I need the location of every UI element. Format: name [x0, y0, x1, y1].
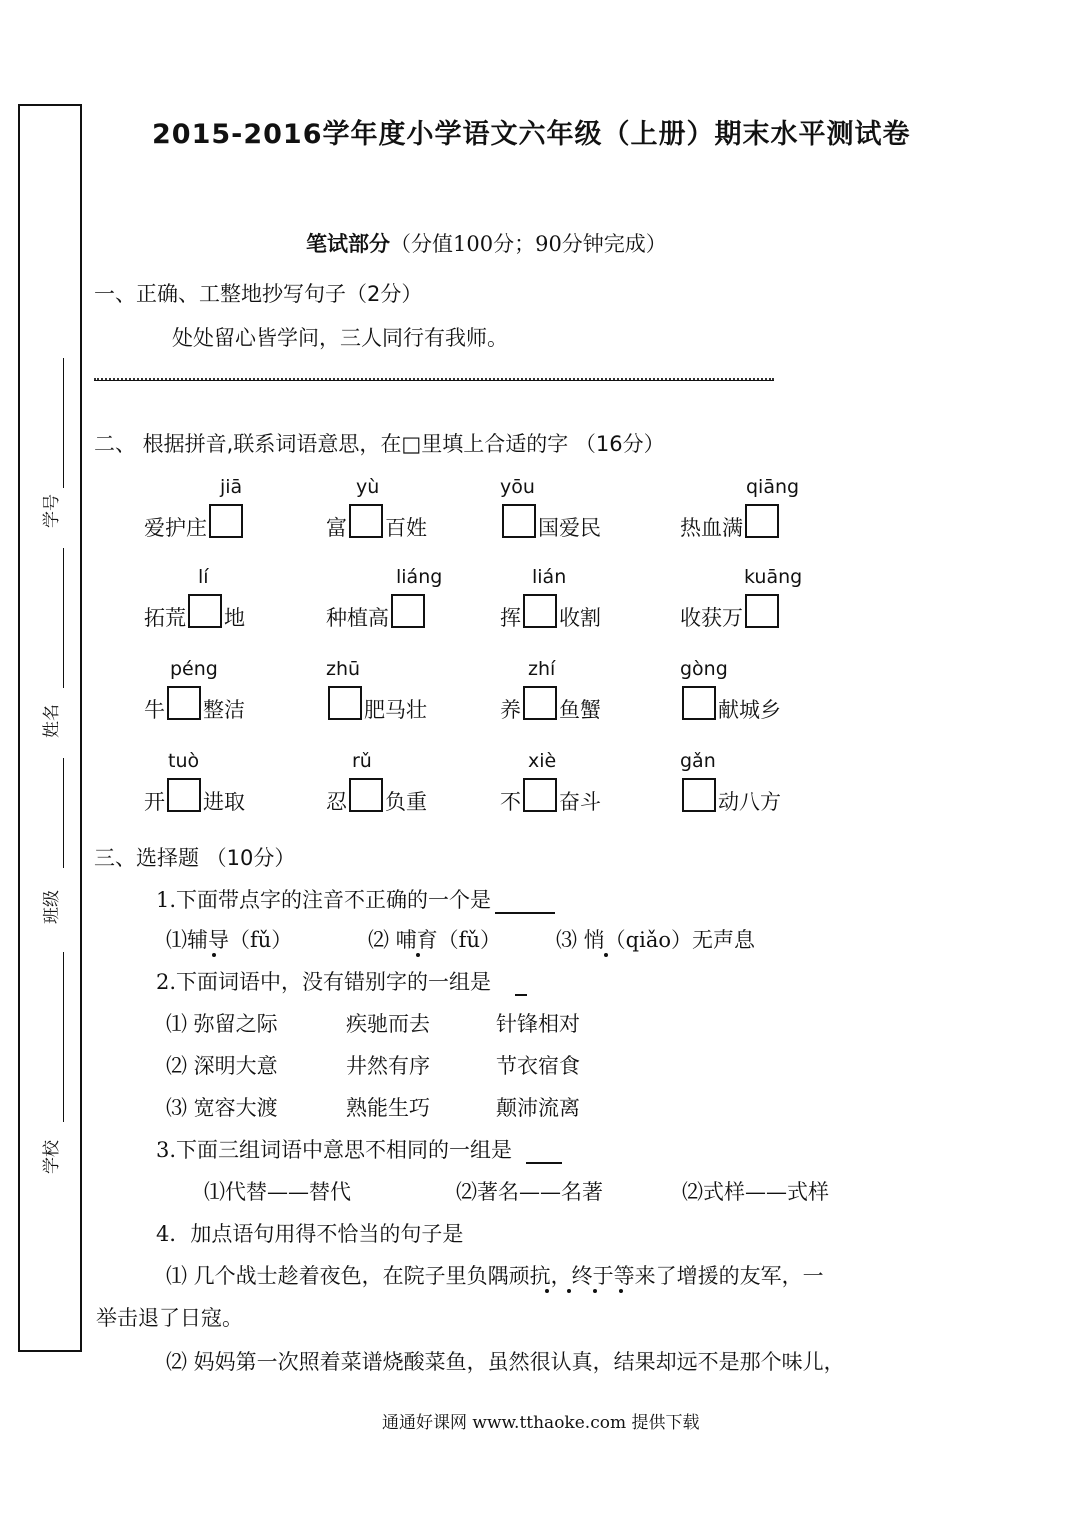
- answer-box[interactable]: [745, 594, 779, 628]
- pinyin-item: [680, 594, 781, 632]
- section1-heading: 一、正确、工整地抄写句子（2分）: [94, 282, 423, 306]
- pinyin-label: qiāng: [746, 476, 800, 498]
- pinyin-item: [500, 504, 601, 542]
- word-suffix: 肥马壮: [364, 698, 427, 722]
- q2: [156, 966, 527, 996]
- answer-box[interactable]: [349, 504, 383, 538]
- pinyin-item: [326, 594, 427, 632]
- copy-writing-line[interactable]: [94, 378, 774, 380]
- class-label: 班级: [42, 890, 62, 924]
- pinyin-label: zhū: [326, 658, 361, 680]
- school-fill-line: [63, 952, 64, 1122]
- pinyin-item: [500, 778, 601, 816]
- pinyin-item: [144, 594, 245, 632]
- answer-box[interactable]: [349, 778, 383, 812]
- answer-box[interactable]: [502, 504, 536, 538]
- answer-box[interactable]: [682, 686, 716, 720]
- pinyin-label: kuāng: [744, 566, 803, 588]
- q2-text: 2.下面词语中，没有错别字的一组是: [156, 970, 492, 994]
- answer-box[interactable]: [523, 594, 557, 628]
- word-suffix: 国爱民: [538, 516, 601, 540]
- q2-row2-a: ⑵ 深明大意: [166, 1054, 278, 1078]
- q3: [156, 1134, 562, 1164]
- subtitle-rest: （分值100分；90分钟完成）: [390, 232, 667, 256]
- emphasis-dot: [416, 953, 420, 957]
- word-prefix: 挥: [500, 606, 521, 630]
- word-prefix: 种植高: [326, 606, 389, 630]
- answer-box[interactable]: [682, 778, 716, 812]
- emphasis-dot: [212, 953, 216, 957]
- pinyin-label: péng: [170, 658, 218, 680]
- school-label: 学校: [42, 1140, 62, 1174]
- word-suffix: 献城乡: [718, 698, 781, 722]
- word-suffix: 鱼蟹: [559, 698, 601, 722]
- subtitle-bold: 笔试部分: [306, 232, 390, 256]
- pinyin-item: [326, 686, 427, 724]
- section1-sentence: 处处留心皆学问，三人同行有我师。: [172, 326, 508, 350]
- answer-box[interactable]: [745, 504, 779, 538]
- answer-box[interactable]: [188, 594, 222, 628]
- word-prefix: 热血满: [680, 516, 743, 540]
- word-suffix: 负重: [385, 790, 427, 814]
- pinyin-label: lián: [532, 566, 567, 588]
- q2-row1-c: 针锋相对: [496, 1012, 580, 1036]
- answer-box[interactable]: [523, 686, 557, 720]
- answer-box[interactable]: [328, 686, 362, 720]
- emphasis-dot: [593, 1289, 597, 1293]
- q1-answer-blank[interactable]: [495, 894, 555, 914]
- q4-option-2-line1: ⑵ 妈妈第一次照着菜谱烧酸菜鱼，虽然很认真，结果却远不是那个味儿，: [166, 1350, 845, 1374]
- q2-row2-c: 节衣宿食: [496, 1054, 580, 1078]
- pinyin-label: yōu: [500, 476, 535, 498]
- pinyin-label: xiè: [528, 750, 557, 772]
- q2-row1-b: 疾驰而去: [346, 1012, 430, 1036]
- q3-option-1: ⑴代替——替代: [204, 1180, 351, 1204]
- word-prefix: 爱护庄: [144, 516, 207, 540]
- q1-text: 1.下面带点字的注音不正确的一个是: [156, 888, 492, 912]
- word-prefix: 富: [326, 516, 347, 540]
- page-title: 2015-2016学年度小学语文六年级（上册）期末水平测试卷: [152, 119, 911, 150]
- word-suffix: 整洁: [203, 698, 245, 722]
- pinyin-item: [680, 504, 781, 542]
- answer-box[interactable]: [523, 778, 557, 812]
- pinyin-item: [144, 504, 245, 542]
- q4-option-1-line2: 举击退了日寇。: [96, 1306, 243, 1330]
- word-prefix: 不: [500, 790, 521, 814]
- pinyin-item: [500, 594, 601, 632]
- word-prefix: 收获万: [680, 606, 743, 630]
- class-fill-line: [63, 758, 64, 868]
- pinyin-item: [144, 686, 245, 724]
- q3-answer-blank[interactable]: [526, 1144, 562, 1164]
- word-prefix: 养: [500, 698, 521, 722]
- name-fill-line: [63, 548, 64, 688]
- q2-row3-a: ⑶ 宽容大渡: [166, 1096, 278, 1120]
- word-suffix: 动八方: [718, 790, 781, 814]
- emphasis-dot: [619, 1289, 623, 1293]
- pinyin-label: gòng: [680, 658, 728, 680]
- word-prefix: 开: [144, 790, 165, 814]
- q3-option-2: ⑵著名——名著: [456, 1180, 603, 1204]
- pinyin-label: jiā: [220, 476, 243, 498]
- q2-row3-c: 颠沛流离: [496, 1096, 580, 1120]
- pinyin-label: gǎn: [680, 750, 716, 772]
- pinyin-item: [326, 778, 427, 816]
- page-footer: 通通好课网 www.tthaoke.com 提供下载: [382, 1413, 700, 1433]
- q4-option-1-line1: ⑴ 几个战士趁着夜色，在院子里负隅顽抗，终于等来了增援的友军，一: [166, 1264, 824, 1288]
- word-prefix: 拓荒: [144, 606, 186, 630]
- word-prefix: 牛: [144, 698, 165, 722]
- pinyin-label: yù: [356, 476, 380, 498]
- section3-heading: 三、选择题 （10分）: [94, 846, 296, 870]
- q2-row2-b: 井然有序: [346, 1054, 430, 1078]
- q1-option-3: ⑶ 悄（qiǎo）无声息: [556, 928, 755, 952]
- pinyin-label: tuò: [168, 750, 200, 772]
- pinyin-label: liáng: [396, 566, 443, 588]
- emphasis-dot: [567, 1289, 571, 1293]
- answer-box[interactable]: [167, 686, 201, 720]
- word-suffix: 进取: [203, 790, 245, 814]
- pinyin-label: rǔ: [352, 750, 372, 772]
- q1-option-1: ⑴辅导（fǔ）: [166, 928, 293, 952]
- q2-answer-blank[interactable]: [515, 976, 527, 996]
- subtitle: [306, 228, 667, 258]
- word-suffix: 奋斗: [559, 790, 601, 814]
- q1: [156, 884, 555, 914]
- answer-box[interactable]: [167, 778, 201, 812]
- pinyin-item: [680, 778, 781, 816]
- answer-box[interactable]: [391, 594, 425, 628]
- pinyin-item: [680, 686, 781, 724]
- emphasis-dot: [545, 1289, 549, 1293]
- pinyin-item: [144, 778, 245, 816]
- pinyin-label: zhí: [528, 658, 556, 680]
- pinyin-item: [326, 504, 427, 542]
- q1-option-2: ⑵ 哺育（fǔ）: [368, 928, 501, 952]
- pinyin-label: lí: [198, 566, 209, 588]
- id-fill-line: [63, 358, 64, 488]
- id-label: 学号: [42, 494, 62, 528]
- q2-row1-a: ⑴ 弥留之际: [166, 1012, 278, 1036]
- emphasis-dot: [604, 953, 608, 957]
- word-suffix: 收割: [559, 606, 601, 630]
- word-suffix: 百姓: [385, 516, 427, 540]
- name-label: 姓名: [42, 704, 62, 738]
- section2-heading: 二、 根据拼音,联系词语意思，在□里填上合适的字 （16分）: [94, 432, 665, 456]
- word-suffix: 地: [224, 606, 245, 630]
- word-prefix: 忍: [326, 790, 347, 814]
- answer-box[interactable]: [209, 504, 243, 538]
- q2-row3-b: 熟能生巧: [346, 1096, 430, 1120]
- q3-option-3: ⑵式样——式样: [682, 1180, 829, 1204]
- pinyin-item: [500, 686, 601, 724]
- q4-text: 4．加点语句用得不恰当的句子是: [156, 1222, 464, 1246]
- q3-text: 3.下面三组词语中意思不相同的一组是: [156, 1138, 513, 1162]
